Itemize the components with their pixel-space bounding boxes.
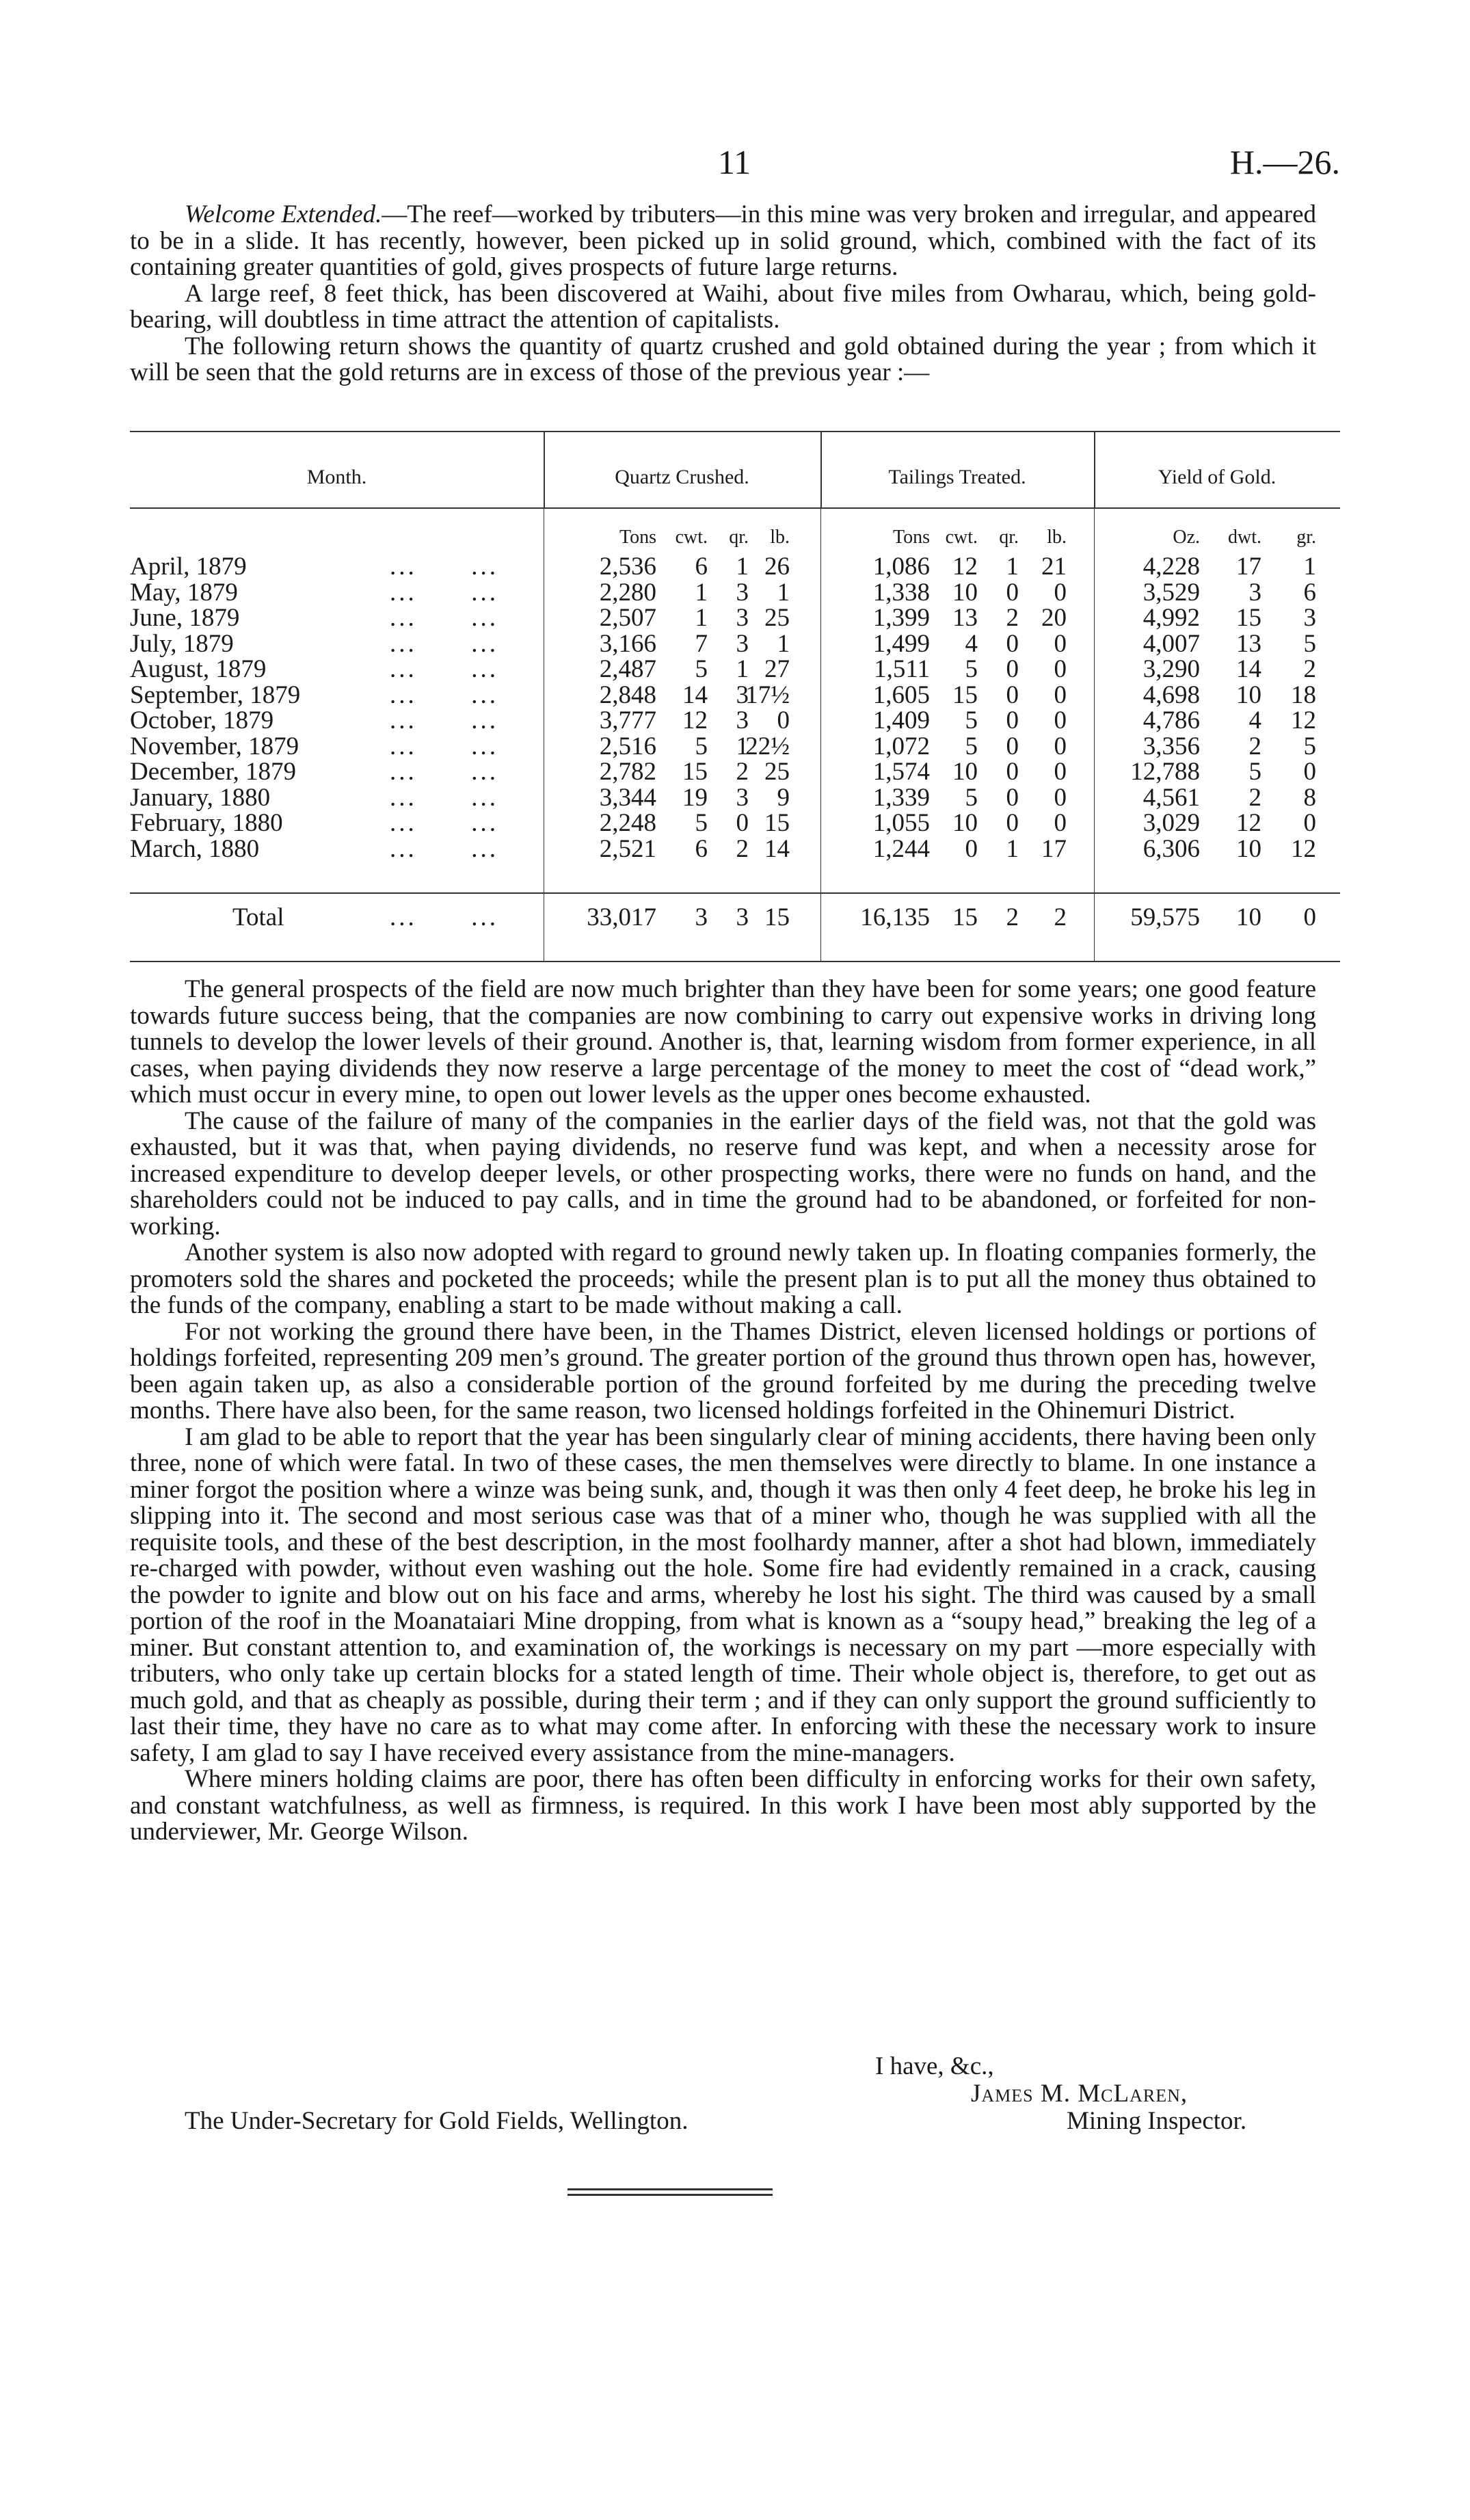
tailings-lb-cell: 20 xyxy=(1041,604,1067,632)
tailings-qr-cell: 0 xyxy=(1006,758,1019,786)
leader-dots: ... ... xyxy=(390,655,498,683)
yield-oz-cell: 4,228 xyxy=(1142,553,1200,581)
page-header xyxy=(130,142,1340,190)
yield-gr-cell: 5 xyxy=(1303,732,1316,760)
quartz-lb-cell: 25 xyxy=(764,758,790,786)
quartz-lb-cell: 14 xyxy=(764,834,790,863)
table-row xyxy=(130,605,1340,631)
intro-paragraph-1 xyxy=(130,202,1316,281)
quartz-qr-cell: 2 xyxy=(736,834,749,863)
month-cell: July, 1879 xyxy=(130,629,234,658)
tailings-tons-cell: 1,399 xyxy=(872,604,930,632)
quartz-tons-cell: 2,516 xyxy=(599,732,656,760)
unit-label: lb. xyxy=(1047,527,1067,548)
units-row xyxy=(130,527,1340,550)
paragraph-accidents: I am glad to be able to report that the year has been singularly clear of mining accidents, there having been only three, none of which were fatal. In two of these cases, the men themselves were directly to blame. In one instance a miner forgot the position where a winze was being sunk, and, though it was then only 4 feet deep, he broke his leg in slipping into it. The second and most serious case was that of a miner who, though he was supplied with all the requisite tools, and these of the best description, in the most foolhardy manner, after a shot had blown, immediately re-charged with powder, without even washing out the hole. Some fire had evidently remained in a crack, causing the powder to ignite and blow out on his face and arms, whereby he lost his sight. The third was caused by a small portion of the roof in the Moanataiari Mine dropping, from what is known as a “soupy head,” breaking the leg of a miner. But constant attention to, and examination of, the workings is necessary on my part —more especially with tributers, who only take up certain blocks for a stated length of time. Their whole object is, therefore, to get out as much gold, and that as cheaply as possible, during their term ; and if they can only support the ground sufficiently to last their time, they have no care as to what may come after. In enforcing with these the necessary work to insure safety, I am glad to say I have received every assistance from the mine-managers. xyxy=(130,1422,1316,1767)
yield-gr-cell: 5 xyxy=(1303,629,1316,658)
total-quartz-cwt: 3 xyxy=(695,903,708,931)
month-cell: December, 1879 xyxy=(130,758,297,786)
paragraph-safety: Where miners holding claims are poor, there has often been difficulty in enforcing works for their own safety, and constant watchfulness, as well as firmness, is required. In this work I have been most ably supported by the underviewer, Mr. George Wilson. xyxy=(130,1765,1316,1846)
report-body xyxy=(130,977,1316,1846)
quartz-lb-cell: 27 xyxy=(764,655,790,683)
total-quartz-lb: 15 xyxy=(764,903,790,931)
table-header-rule xyxy=(130,507,1340,509)
quartz-cwt-cell: 6 xyxy=(695,553,708,581)
yield-oz-cell: 4,992 xyxy=(1142,604,1200,632)
unit-label: lb. xyxy=(770,527,790,548)
quartz-lb-cell: 25 xyxy=(764,604,790,632)
total-yield-dwt: 10 xyxy=(1236,903,1261,931)
table-row xyxy=(130,785,1340,810)
leader-dots: ... ... xyxy=(390,834,498,863)
yield-oz-cell: 12,788 xyxy=(1130,758,1200,786)
unit-label: qr. xyxy=(729,527,749,548)
paragraph-forfeitures: For not working the ground there have been, in the Thames District, eleven licensed holdings or portions of holdings forfeited, representing 209 men’s ground. The greater portion of the ground thus thrown open has, however, been again taken up, as also a considerable portion of the ground forfeited by me during the preceding twelve months. There have also been, for the same reason, two licensed holdings forfeited in the Ohinemuri District. xyxy=(130,1317,1316,1424)
unit-label: Tons xyxy=(892,527,930,548)
tailings-cwt-cell: 5 xyxy=(965,783,978,812)
quartz-tons-cell: 2,536 xyxy=(599,553,656,581)
table-row xyxy=(130,580,1340,605)
unit-label: gr. xyxy=(1296,527,1316,548)
addressee: The Under-Secretary for Gold Fields, Wellington. xyxy=(185,2107,689,2135)
yield-dwt-cell: 5 xyxy=(1248,758,1261,786)
tailings-cwt-cell: 0 xyxy=(965,834,978,863)
table-row xyxy=(130,554,1340,579)
tailings-qr-cell: 1 xyxy=(1006,553,1019,581)
tailings-cwt-cell: 5 xyxy=(965,732,978,760)
yield-oz-cell: 3,029 xyxy=(1142,809,1200,837)
quartz-cwt-cell: 1 xyxy=(695,604,708,632)
yield-gr-cell: 0 xyxy=(1303,758,1316,786)
yield-gr-cell: 6 xyxy=(1303,578,1316,607)
intro-paragraph-3: The following return shows the quantity of quartz crushed and gold obtained during the year ; from which it will be seen that the gold returns are in excess of those of the previous year :— xyxy=(130,332,1316,386)
month-cell: April, 1879 xyxy=(130,553,247,581)
paragraph-new-system: Another system is also now adopted with regard to ground newly taken up. In floating companies formerly, the promoters sold the shares and pocketed the proceeds; while the present plan is to put all the money thus obtained to the funds of the company, enabling a start to be made without making a call. xyxy=(130,1238,1316,1319)
leader-dots: ... ... xyxy=(390,604,498,632)
tailings-lb-cell: 0 xyxy=(1054,578,1067,607)
month-cell: May, 1879 xyxy=(130,578,238,607)
tailings-qr-cell: 0 xyxy=(1006,655,1019,683)
total-dots: ... ... xyxy=(390,903,498,931)
intro-section xyxy=(130,202,1316,386)
total-label: Total xyxy=(232,903,284,931)
total-quartz-tons: 33,017 xyxy=(587,903,656,931)
quartz-lb-cell: 26 xyxy=(764,553,790,581)
tailings-cwt-cell: 4 xyxy=(965,629,978,658)
quartz-tons-cell: 2,521 xyxy=(599,834,656,863)
tailings-tons-cell: 1,072 xyxy=(872,732,930,760)
table-row xyxy=(130,708,1340,733)
quartz-tons-cell: 3,777 xyxy=(599,706,656,734)
quartz-tons-cell: 2,782 xyxy=(599,758,656,786)
quartz-tons-cell: 2,248 xyxy=(599,809,656,837)
tailings-tons-cell: 1,086 xyxy=(872,553,930,581)
tailings-lb-cell: 0 xyxy=(1054,706,1067,734)
yield-dwt-cell: 15 xyxy=(1236,604,1261,632)
total-yield-gr: 0 xyxy=(1303,903,1316,931)
quartz-qr-cell: 3 xyxy=(736,680,749,709)
yield-dwt-cell: 13 xyxy=(1236,629,1261,658)
yield-dwt-cell: 17 xyxy=(1236,553,1261,581)
tailings-tons-cell: 1,055 xyxy=(872,809,930,837)
quartz-tons-cell: 2,507 xyxy=(599,604,656,632)
gold-return-table xyxy=(130,431,1340,964)
quartz-qr-cell: 2 xyxy=(736,758,749,786)
month-cell: September, 1879 xyxy=(130,680,301,709)
unit-label: cwt. xyxy=(945,527,978,548)
quartz-qr-cell: 1 xyxy=(736,732,749,760)
yield-gr-cell: 2 xyxy=(1303,655,1316,683)
unit-label: dwt. xyxy=(1228,527,1261,548)
quartz-qr-cell: 3 xyxy=(736,783,749,812)
quartz-qr-cell: 0 xyxy=(736,809,749,837)
month-cell: March, 1880 xyxy=(130,834,260,863)
quartz-lb-cell: 22½ xyxy=(745,732,790,760)
table-row xyxy=(130,810,1340,836)
unit-label: cwt. xyxy=(675,527,708,548)
end-rule xyxy=(567,2194,773,2196)
total-tailings-qr: 2 xyxy=(1006,903,1019,931)
tailings-qr-cell: 2 xyxy=(1006,604,1019,632)
leader-dots: ... ... xyxy=(390,758,498,786)
quartz-lb-cell: 9 xyxy=(777,783,790,812)
quartz-qr-cell: 3 xyxy=(736,706,749,734)
yield-dwt-cell: 10 xyxy=(1236,834,1261,863)
tailings-lb-cell: 0 xyxy=(1054,809,1067,837)
quartz-qr-cell: 3 xyxy=(736,578,749,607)
quartz-tons-cell: 3,344 xyxy=(599,783,656,812)
yield-oz-cell: 4,561 xyxy=(1142,783,1200,812)
quartz-tons-cell: 2,487 xyxy=(599,655,656,683)
leader-dots: ... ... xyxy=(390,680,498,709)
yield-oz-cell: 4,698 xyxy=(1142,680,1200,709)
tailings-tons-cell: 1,511 xyxy=(874,655,930,683)
quartz-qr-cell: 1 xyxy=(736,655,749,683)
total-quartz-qr: 3 xyxy=(736,903,749,931)
section-heading: Welcome Extended. xyxy=(185,200,382,228)
leader-dots: ... ... xyxy=(390,732,498,760)
table-row xyxy=(130,836,1340,862)
quartz-lb-cell: 0 xyxy=(777,706,790,734)
unit-label: Oz. xyxy=(1173,527,1200,548)
unit-label: qr. xyxy=(999,527,1019,548)
total-tailings-tons: 16,135 xyxy=(860,903,930,931)
tailings-tons-cell: 1,409 xyxy=(872,706,930,734)
quartz-cwt-cell: 15 xyxy=(682,758,708,786)
quartz-cwt-cell: 6 xyxy=(695,834,708,863)
quartz-lb-cell: 1 xyxy=(777,578,790,607)
table-top-rule xyxy=(130,431,1340,432)
yield-gr-cell: 12 xyxy=(1291,834,1316,863)
table-bottom-rule xyxy=(130,961,1340,962)
intro-paragraph-1-text: —The reef—worked by tributers—in this mine was very broken and irregular, and appeared to be in a slide. It has recently, however, been picked up in solid ground, which, combined with the fact of its containing greater quantities of gold, gives prospects of future large returns. xyxy=(130,200,1316,281)
paragraph-prospects: The general prospects of the field are now much brighter than they have been for some years; one good feature towards future success being, that the companies are now combining to carry out expensive works in driving long tunnels to develop the lower levels of their ground. Another is, that, learning wisdom from former experience, in all cases, when paying dividends they now reserve a large percentage of the money to meet the cost of “dead work,” which must occur in every mine, to open out lower levels as the upper ones become exhausted. xyxy=(130,975,1316,1109)
header-quartz-crushed: Quartz Crushed. xyxy=(615,466,749,488)
quartz-lb-cell: 17½ xyxy=(745,680,790,709)
header-month: Month. xyxy=(306,466,367,488)
yield-oz-cell: 3,529 xyxy=(1142,578,1200,607)
table-row xyxy=(130,656,1340,682)
month-cell: January, 1880 xyxy=(130,783,271,812)
yield-oz-cell: 4,786 xyxy=(1142,706,1200,734)
yield-oz-cell: 3,356 xyxy=(1142,732,1200,760)
yield-gr-cell: 18 xyxy=(1291,680,1316,709)
tailings-qr-cell: 1 xyxy=(1006,834,1019,863)
table-row xyxy=(130,759,1340,784)
yield-gr-cell: 8 xyxy=(1303,783,1316,812)
end-rule xyxy=(567,2188,773,2190)
tailings-qr-cell: 0 xyxy=(1006,732,1019,760)
yield-oz-cell: 6,306 xyxy=(1142,834,1200,863)
signoff-block xyxy=(130,2052,1340,2134)
quartz-qr-cell: 3 xyxy=(736,604,749,632)
table-row xyxy=(130,682,1340,708)
tailings-qr-cell: 0 xyxy=(1006,680,1019,709)
yield-dwt-cell: 4 xyxy=(1248,706,1261,734)
header-yield-of-gold: Yield of Gold. xyxy=(1158,466,1277,488)
quartz-cwt-cell: 14 xyxy=(682,680,708,709)
yield-dwt-cell: 3 xyxy=(1248,578,1261,607)
signatory-name: James M. McLaren, xyxy=(971,2080,1188,2108)
yield-gr-cell: 3 xyxy=(1303,604,1316,632)
tailings-lb-cell: 0 xyxy=(1054,680,1067,709)
tailings-cwt-cell: 10 xyxy=(952,578,978,607)
total-tailings-lb: 2 xyxy=(1054,903,1067,931)
quartz-qr-cell: 1 xyxy=(736,553,749,581)
tailings-tons-cell: 1,605 xyxy=(872,680,930,709)
quartz-cwt-cell: 5 xyxy=(695,809,708,837)
unit-label: Tons xyxy=(619,527,656,548)
leader-dots: ... ... xyxy=(390,783,498,812)
leader-dots: ... ... xyxy=(390,578,498,607)
quartz-qr-cell: 3 xyxy=(736,629,749,658)
quartz-tons-cell: 2,848 xyxy=(599,680,656,709)
header-tailings-treated: Tailings Treated. xyxy=(888,466,1026,488)
yield-gr-cell: 0 xyxy=(1303,809,1316,837)
tailings-lb-cell: 0 xyxy=(1054,783,1067,812)
closing: I have, &c., xyxy=(875,2052,994,2080)
tailings-qr-cell: 0 xyxy=(1006,629,1019,658)
leader-dots: ... ... xyxy=(390,629,498,658)
yield-gr-cell: 12 xyxy=(1291,706,1316,734)
quartz-lb-cell: 1 xyxy=(777,629,790,658)
tailings-lb-cell: 0 xyxy=(1054,732,1067,760)
tailings-qr-cell: 0 xyxy=(1006,578,1019,607)
tailings-lb-cell: 17 xyxy=(1041,834,1067,863)
leader-dots: ... ... xyxy=(390,553,498,581)
tailings-cwt-cell: 5 xyxy=(965,655,978,683)
quartz-cwt-cell: 5 xyxy=(695,732,708,760)
yield-gr-cell: 1 xyxy=(1303,553,1316,581)
tailings-qr-cell: 0 xyxy=(1006,809,1019,837)
tailings-cwt-cell: 10 xyxy=(952,758,978,786)
yield-dwt-cell: 12 xyxy=(1236,809,1261,837)
table-row xyxy=(130,734,1340,759)
tailings-cwt-cell: 10 xyxy=(952,809,978,837)
table-row xyxy=(130,631,1340,656)
intro-paragraph-2: A large reef, 8 feet thick, has been discovered at Waihi, about five miles from Owharau, which, being gold-bearing, will doubtless in time attract the attention of capitalists. xyxy=(130,279,1316,334)
quartz-cwt-cell: 7 xyxy=(695,629,708,658)
signatory-title: Mining Inspector. xyxy=(1067,2107,1247,2135)
month-cell: November, 1879 xyxy=(130,732,299,760)
yield-dwt-cell: 2 xyxy=(1248,783,1261,812)
yield-oz-cell: 4,007 xyxy=(1142,629,1200,658)
tailings-cwt-cell: 13 xyxy=(952,604,978,632)
quartz-cwt-cell: 12 xyxy=(682,706,708,734)
tailings-lb-cell: 0 xyxy=(1054,655,1067,683)
quartz-cwt-cell: 19 xyxy=(682,783,708,812)
tailings-cwt-cell: 15 xyxy=(952,680,978,709)
yield-oz-cell: 3,290 xyxy=(1142,655,1200,683)
quartz-cwt-cell: 5 xyxy=(695,655,708,683)
tailings-tons-cell: 1,574 xyxy=(872,758,930,786)
leader-dots: ... ... xyxy=(390,809,498,837)
page-number: 11 xyxy=(718,143,751,181)
quartz-tons-cell: 2,280 xyxy=(599,578,656,607)
tailings-cwt-cell: 12 xyxy=(952,553,978,581)
report-reference: H.—26. xyxy=(1229,143,1340,181)
tailings-tons-cell: 1,244 xyxy=(872,834,930,863)
tailings-lb-cell: 21 xyxy=(1041,553,1067,581)
tailings-qr-cell: 0 xyxy=(1006,783,1019,812)
tailings-lb-cell: 0 xyxy=(1054,758,1067,786)
tailings-lb-cell: 0 xyxy=(1054,629,1067,658)
tailings-tons-cell: 1,339 xyxy=(872,783,930,812)
tailings-cwt-cell: 5 xyxy=(965,706,978,734)
quartz-lb-cell: 15 xyxy=(764,809,790,837)
yield-dwt-cell: 10 xyxy=(1236,680,1261,709)
month-cell: February, 1880 xyxy=(130,809,283,837)
quartz-cwt-cell: 1 xyxy=(695,578,708,607)
total-yield-oz: 59,575 xyxy=(1130,903,1200,931)
paragraph-failure-cause: The cause of the failure of many of the companies in the earlier days of the field was, not that the gold was exhausted, but it was that, when paying dividends, no reserve fund was kept, and when a necessity arose for increased expenditure to develop deeper levels, or other prospecting works, there were no funds on hand, and the shareholders could not be induced to pay calls, and in time the ground had to be abandoned, or forfeited for non-working. xyxy=(130,1106,1316,1241)
tailings-tons-cell: 1,338 xyxy=(872,578,930,607)
table-total-rule xyxy=(130,892,1340,894)
month-cell: June, 1879 xyxy=(130,604,240,632)
yield-dwt-cell: 2 xyxy=(1248,732,1261,760)
leader-dots: ... ... xyxy=(390,706,498,734)
quartz-tons-cell: 3,166 xyxy=(599,629,656,658)
month-cell: October, 1879 xyxy=(130,706,274,734)
tailings-qr-cell: 0 xyxy=(1006,706,1019,734)
month-cell: August, 1879 xyxy=(130,655,267,683)
total-row xyxy=(130,904,1340,931)
total-tailings-cwt: 15 xyxy=(952,903,978,931)
yield-dwt-cell: 14 xyxy=(1236,655,1261,683)
tailings-tons-cell: 1,499 xyxy=(872,629,930,658)
